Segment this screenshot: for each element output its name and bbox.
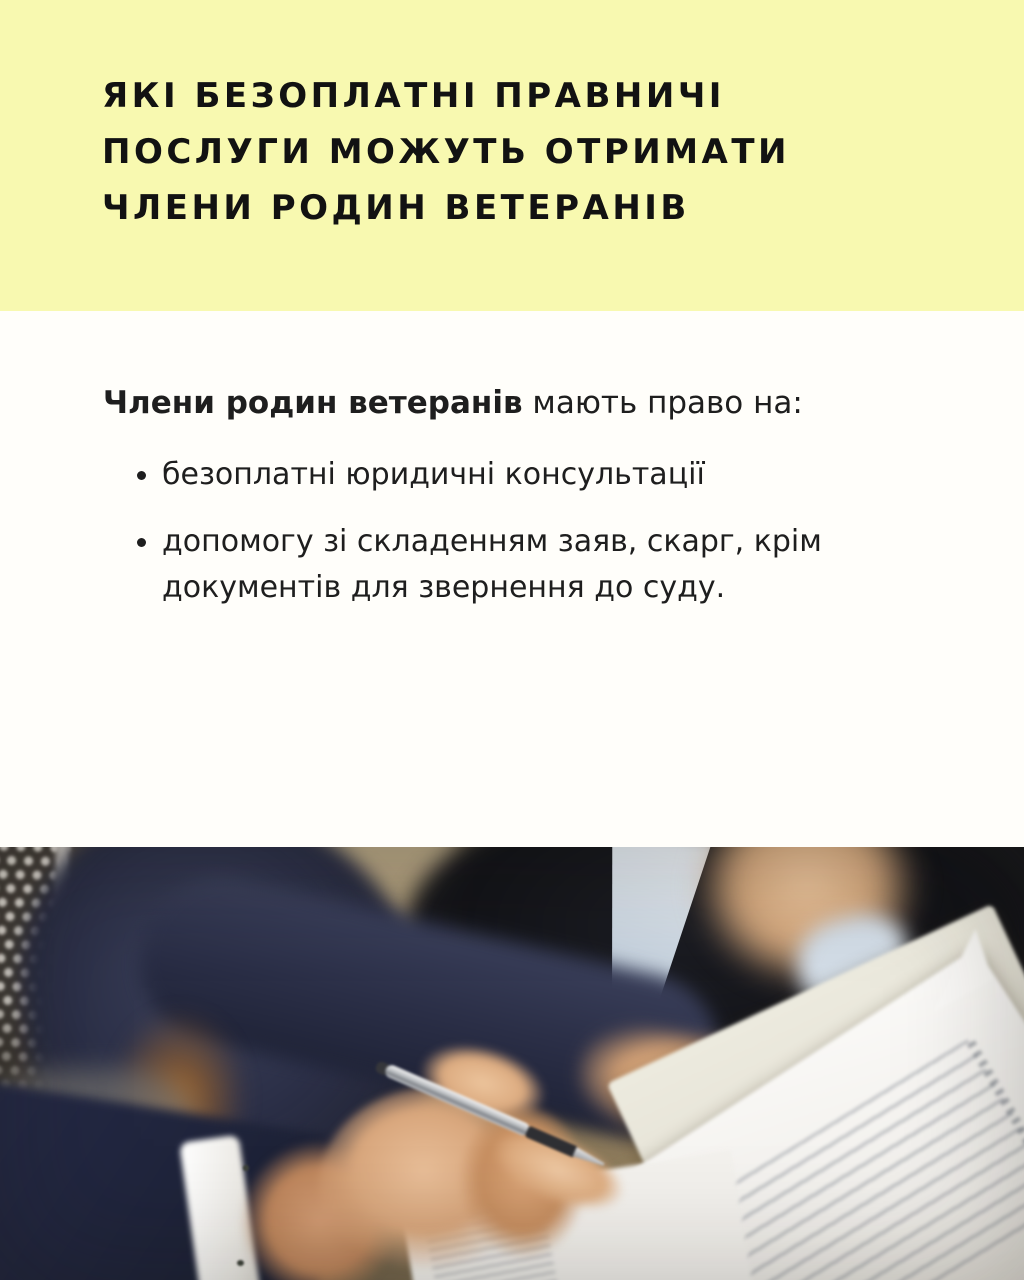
hand-tattoo-mark [237, 1260, 244, 1266]
page-title-line-2: ПОСЛУГИ МОЖУТЬ ОТРИМАТИ [102, 132, 791, 172]
bullet-icon [137, 538, 146, 547]
page-title-line-3: ЧЛЕНИ РОДИН ВЕТЕРАНІВ [102, 188, 690, 228]
list-item-text: безоплатні юридичні консультації [162, 457, 705, 492]
intro-text-regular: мають право на: [522, 385, 803, 421]
page-title [102, 68, 790, 236]
intro-text [103, 383, 803, 423]
header-banner [0, 0, 1024, 311]
content-section [0, 311, 1024, 847]
hand-tattoo-mark [243, 1165, 249, 1171]
bullet-list [137, 452, 877, 632]
list-item-text: допомогу зі складенням заяв, скарг, крім документів для звернення до суду. [162, 524, 822, 605]
page-title-line-1: ЯКІ БЕЗОПЛАТНІ ПРАВНИЧІ [102, 76, 725, 116]
bullet-icon [137, 471, 146, 480]
list-item [137, 519, 877, 611]
list-item [137, 452, 877, 498]
intro-text-bold: Члени родин ветеранів [103, 385, 523, 421]
photo-business-signing [0, 847, 1024, 1280]
